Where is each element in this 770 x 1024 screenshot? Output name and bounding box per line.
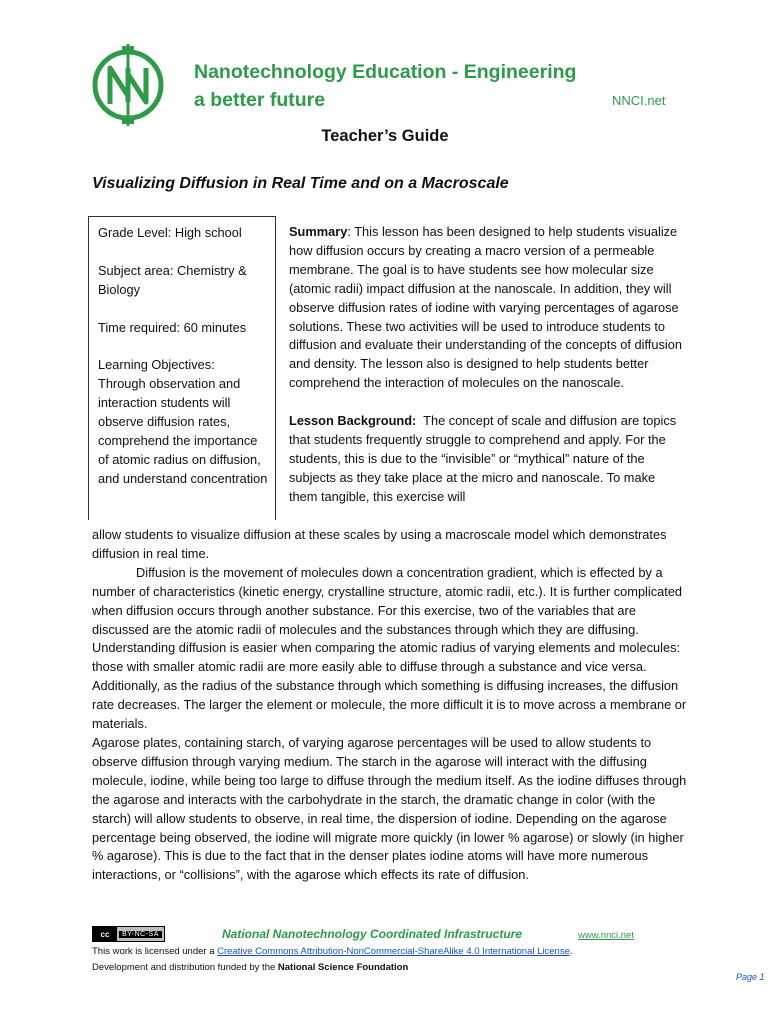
background-paragraph	[289, 412, 685, 507]
summary-text: : This lesson has been designed to help students visualize how diffusion occurs by creating a macro version of a permeable membrane. The goal is to have students see how molecular size (atomic radii) impact diffusion at the nanoscale. In addition, they will observe diffusion rates of iodine with varying percentages of agarose solutions. These two activities will be used to introduce students to diffusion and evaluate their understanding of the concepts of diffusion and density. The lesson also is designed to help students better comprehend the interaction of molecules on the nanoscale.	[289, 224, 682, 391]
objectives-label: Learning Objectives:	[98, 357, 215, 373]
funding-text	[92, 962, 408, 973]
lesson-title: Visualizing Diffusion in Real Time and on a Macroscale	[92, 175, 509, 192]
cc-icon: cc	[93, 927, 117, 941]
time-required: Time required: 60 minutes	[98, 319, 247, 335]
summary-paragraph	[289, 223, 685, 393]
license-prefix: This work is licensed under a	[92, 946, 218, 957]
body-text	[92, 526, 687, 885]
funding-prefix: Development and distribution funded by the	[92, 962, 278, 973]
background-continuation: allow students to visualize diffusion at these scales by using a macroscale model which demonstrates diffusion in real time.	[92, 527, 667, 561]
license-text	[92, 946, 573, 957]
background-text-col: The concept of scale and diffusion are topics that students frequently struggle to comprehend and apply. For the students, this is due to the “invisible” or “mythical” nature of the subjects as they take place at the micro and nanoscale. To make them tangible, this exercise will	[289, 413, 677, 504]
footer-url-link[interactable]: www.nnci.net	[578, 930, 634, 941]
nnci-logo-icon	[90, 44, 166, 126]
cc-license-badge[interactable]	[92, 926, 165, 942]
funding-org: National Science Foundation	[277, 962, 409, 973]
license-suffix: .	[569, 946, 573, 957]
site-name: NNCI.net	[612, 93, 666, 108]
lesson-info-box	[88, 216, 276, 520]
agarose-paragraph: Agarose plates, containing starch, of varying agarose percentages will be used to allow students to observe diffusion through varying medium. The starch in the agarose will interact with the diffusing molecule, iodine, while being too large to diffuse through the medium itself. As the iodine diffuses through the agarose and interacts with the carbohydrate in the starch, the dramatic change in color (with the starch) will allow students to observe, in real time, the dispersion of iodine. Depending on the agarose percentage being observed, the iodine will migrate more quickly (in lower % agarose) or slowly (in higher % agarose). This is due to the fact that in the denser plates iodine atoms will have more numerous interactions, or “collisions”, with the agarose which effects its rate of diffusion.	[92, 734, 687, 883]
grade-level: Grade Level: High school	[98, 225, 242, 240]
summary-column	[289, 223, 685, 507]
summary-label: Summary	[289, 224, 348, 239]
background-label: Lesson Background:	[289, 413, 417, 429]
diffusion-paragraph: Diffusion is the movement of molecules down a concentration gradient, which is effected by a number of characteristics (kinetic energy, crystalline structure, atomic radii, etc.). It is further complicated when diffusion occurs through another substance. For this exercise, two of the variables that are discussed are the atomic radii of molecules and the substances through which they are diffusing. Understanding diffusion is easier when comparing the atomic radius of varying elements and molecules: those with smaller atomic radii are more easily able to diffuse through a substance and vice versa. Additionally, as the radius of the substance through which something is diffusing increases, the diffusion rate decreases. The larger the element or molecule, the more difficult it is to move across a membrane or materials.	[92, 564, 687, 732]
header-title-line2: a better future	[194, 89, 326, 111]
objectives-text: Through observation and interaction students will observe diffusion rates, comprehend the importance of atomic radius on diffusion, and understand concentration	[98, 376, 268, 486]
guide-title: Teacher’s Guide	[321, 127, 449, 145]
license-link[interactable]: Creative Commons Attribution-NonCommercial-ShareAlike 4.0 International License	[217, 946, 570, 957]
page-number: Page 1	[736, 972, 765, 982]
header-title	[194, 58, 576, 114]
nnci-logo	[90, 44, 166, 126]
footer-organization: National Nanotechnology Coordinated Infrastructure	[222, 927, 523, 941]
subject-area: Subject area: Chemistry & Biology	[98, 262, 247, 297]
cc-terms: BY-NC-SA	[119, 931, 162, 938]
header-title-line1: Nanotechnology Education - Engineering	[194, 61, 577, 83]
